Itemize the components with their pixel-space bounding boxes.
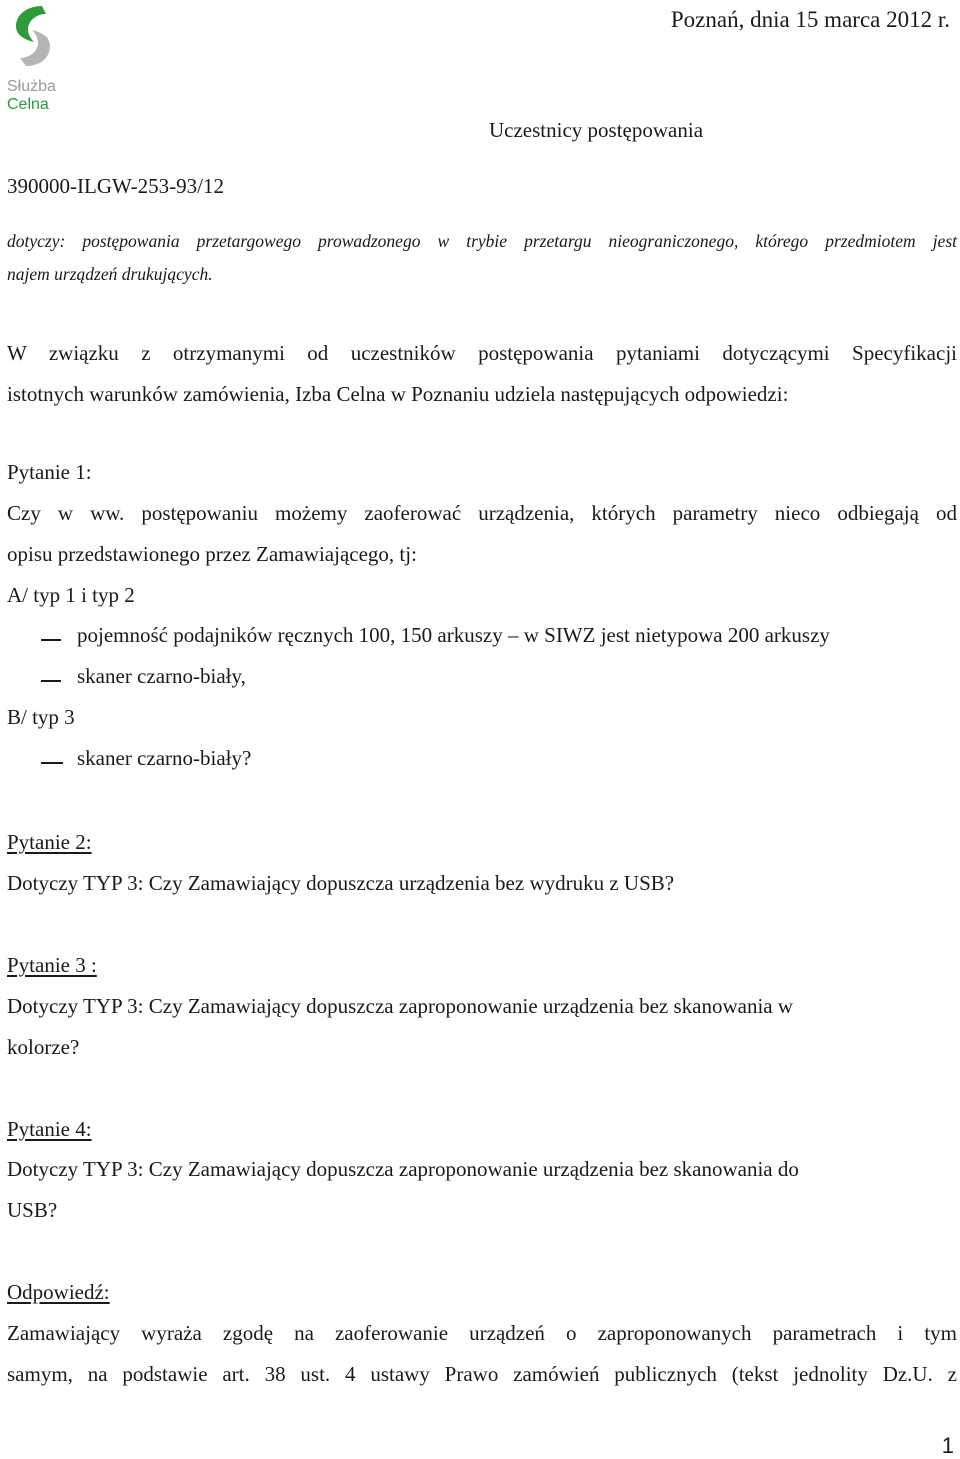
dash-bullet-icon [41, 762, 63, 764]
question-4-line-1: Dotyczy TYP 3: Czy Zamawiający dopuszcza zaproponowanie urządzenia bez skanowania do [7, 1157, 799, 1181]
group-b-label: B/ typ 3 [7, 705, 75, 729]
question-2-line-1: Dotyczy TYP 3: Czy Zamawiający dopuszcza urządzenia bez wydruku z USB? [7, 871, 675, 895]
question-1-heading: Pytanie 1: [7, 460, 92, 484]
answer-line-1: Zamawiający wyraża zgodę na zaoferowanie urządzeń o zaproponowanych parametrach i tym [7, 1321, 957, 1345]
question-1-line-2: opisu przedstawionego przez Zamawiającego, tj: [7, 542, 417, 566]
bullet-b1: skaner czarno-biały? [77, 746, 252, 770]
question-4-heading: Pytanie 4: [7, 1117, 92, 1141]
question-2-heading: Pytanie 2: [7, 830, 92, 854]
document-date: Poznań, dnia 15 marca 2012 r. [670, 7, 950, 32]
group-a-label: A/ typ 1 i typ 2 [7, 583, 135, 607]
recipients: Uczestnicy postępowania [489, 118, 704, 142]
bullet-a1: pojemność podajników ręcznych 100, 150 arkuszy – w SIWZ jest nietypowa 200 arkuszy [77, 623, 830, 647]
question-3-line-1: Dotyczy TYP 3: Czy Zamawiający dopuszcza zaproponowanie urządzenia bez skanowania w [7, 994, 794, 1018]
dash-bullet-icon [41, 680, 61, 682]
question-1-text [7, 493, 957, 575]
question-3-heading: Pytanie 3 : [7, 953, 97, 977]
subject-line-2: najem urządzeń drukujących. [7, 264, 213, 284]
question-4-line-2: USB? [7, 1198, 58, 1222]
page-number: 1 [941, 1433, 954, 1458]
logo-text-celna: Celna [7, 96, 49, 113]
intro-line-1: W związku z otrzymanymi od uczestników postępowania pytaniami dotyczącymi Specyfikacji [7, 341, 957, 365]
question-3-line-2: kolorze? [7, 1035, 80, 1059]
bullet-a2: skaner czarno-biały, [77, 664, 246, 688]
reference-number: 390000-ILGW-253-93/12 [7, 174, 224, 198]
answer-text [7, 1313, 957, 1395]
subject [7, 225, 957, 291]
subject-line-1: dotyczy: postępowania przetargowego prowadzonego w trybie przetargu nieograniczonego, którego przedmiotem jest [7, 231, 957, 251]
logo-text-sluzba: Służba [7, 78, 56, 95]
intro-paragraph [7, 333, 957, 415]
intro-line-2: istotnych warunków zamówienia, Izba Celna w Poznaniu udziela następujących odpowiedzi: [7, 382, 789, 406]
answer-line-2: samym, na podstawie art. 38 ust. 4 ustawy Prawo zamówień publicznych (tekst jednolity Dz.U. z [7, 1362, 957, 1386]
question-1-line-1: Czy w ww. postępowaniu możemy zaoferować urządzenia, których parametry nieco odbiegają od [7, 501, 957, 525]
dash-bullet-icon [41, 639, 61, 641]
answer-heading: Odpowiedź: [7, 1280, 110, 1304]
